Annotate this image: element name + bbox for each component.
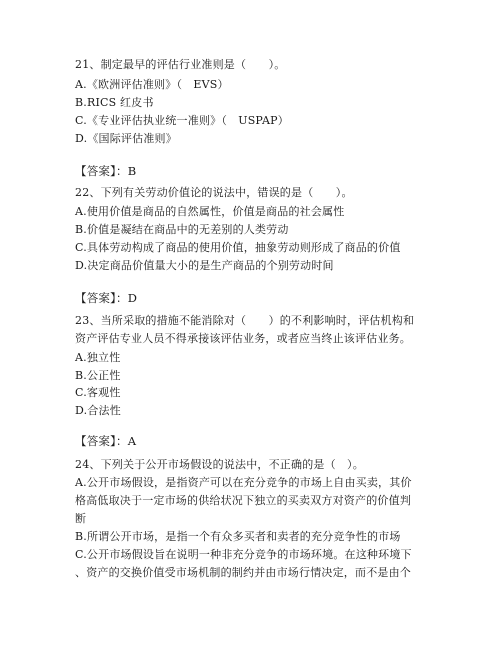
question-22-option-d: D.决定商品价值量大小的是生产商品的个别劳动时间 bbox=[75, 259, 334, 272]
question-24-stem: 24、下列关于公开市场假设的说法中，不正确的是（ ）。 bbox=[75, 458, 364, 471]
question-24-line-6: 、资产的交换价值受市场机制的制约并由市场行情决定，而不是由个 bbox=[75, 566, 411, 579]
question-21-option-a: A.《欧洲评估准则》（ EVS） bbox=[75, 78, 229, 91]
question-21-option-b: B.RICS 红皮书 bbox=[75, 96, 154, 109]
question-23-stem-line-2: 资产评估专业人员不得承接该评估业务，或者应当终止该评估业务。 bbox=[75, 332, 411, 345]
question-24-line-4: B.所谓公开市场，是指一个有众多买者和卖者的充分竞争性的市场 bbox=[75, 530, 401, 543]
question-22-option-b: B.价值是凝结在商品中的无差别的人类劳动 bbox=[75, 223, 289, 236]
question-21-stem: 21、制定最早的评估行业准则是（ ）。 bbox=[75, 58, 286, 71]
question-22-answer: 【答案】：D bbox=[75, 291, 138, 305]
question-21-option-d: D.《国际评估准则》 bbox=[75, 132, 177, 145]
question-21-option-c: C.《专业评估执业统一准则》（ USPAP） bbox=[75, 114, 289, 127]
question-22-option-a: A.使用价值是商品的自然属性，价值是商品的社会属性 bbox=[75, 205, 345, 218]
question-23-answer: 【答案】：A bbox=[75, 434, 137, 448]
question-24-line-1: A.公开市场假设，是指资产可以在充分竞争的市场上自由买卖，其价 bbox=[75, 476, 412, 489]
question-23-stem-line-1: 23、当所采取的措施不能消除对（ ）的不利影响时，评估机构和 bbox=[75, 314, 415, 327]
question-24-line-3: 断 bbox=[75, 512, 87, 525]
question-21-answer: 【答案】：B bbox=[75, 164, 137, 178]
question-22-stem: 22、下列有关劳动价值论的说法中，错误的是（ ）。 bbox=[75, 186, 353, 199]
question-23-option-c: C.客观性 bbox=[75, 386, 121, 399]
question-23-option-d: D.合法性 bbox=[75, 404, 121, 417]
question-22-option-c: C.具体劳动构成了商品的使用价值，抽象劳动则形成了商品的价值 bbox=[75, 241, 401, 254]
question-23-option-b: B.公正性 bbox=[75, 369, 121, 382]
question-24-line-5: C.公开市场假设旨在说明一种非充分竞争的市场环境。在这种环境下 bbox=[75, 548, 412, 561]
question-24-line-2: 格高低取决于一定市场的供给状况下独立的买卖双方对资产的价值判 bbox=[75, 494, 411, 507]
question-23-option-a: A.独立性 bbox=[75, 351, 121, 364]
